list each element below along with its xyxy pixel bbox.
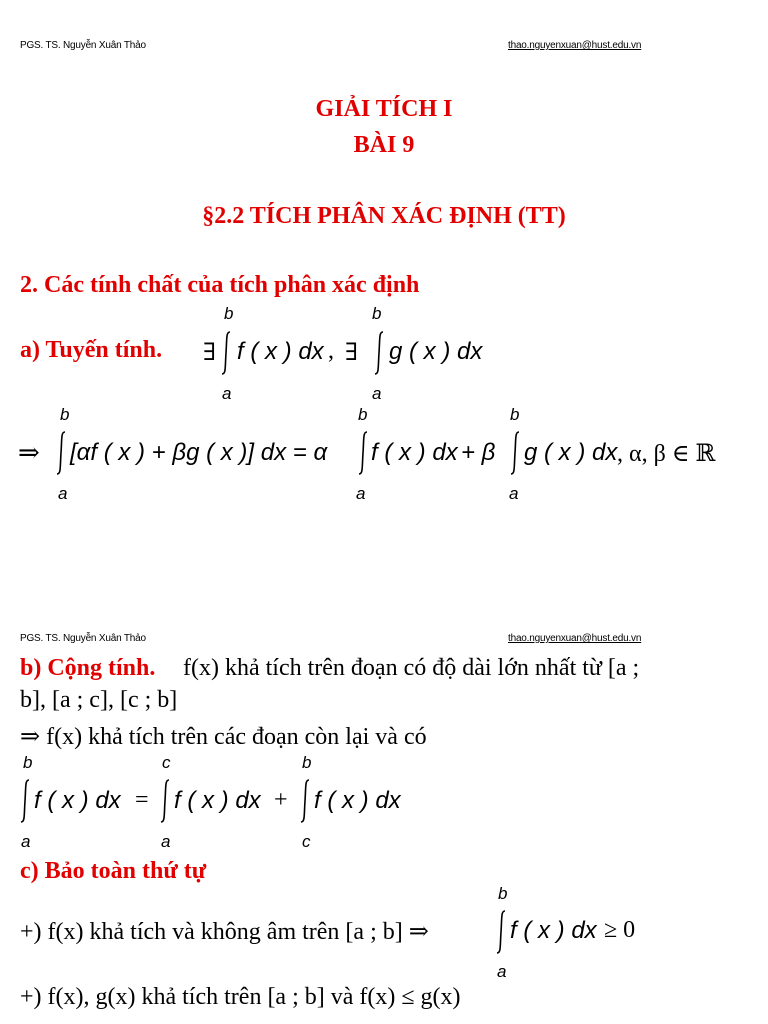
lower-limit-a: a: [21, 832, 31, 851]
lower-limit-a: a: [497, 962, 507, 981]
lower-limit-a: a: [509, 484, 519, 503]
integral-sign-6: [18, 778, 32, 824]
linearity-label: a) Tuyến tính.: [20, 337, 163, 363]
integral-sign-5: [508, 430, 522, 476]
order-item-2: +) f(x), g(x) khả tích trên [a ; b] và f(x) ≤ g(x): [20, 984, 461, 1010]
upper-limit-b: b: [60, 405, 70, 424]
upper-limit-b: b: [358, 405, 368, 424]
implies-arrow: ⇒: [18, 438, 40, 467]
upper-limit-b: b: [372, 304, 382, 323]
plus-sign: +: [274, 787, 288, 813]
f-integrand: f ( x ) dx: [237, 338, 324, 365]
course-title: GIẢI TÍCH I: [315, 96, 453, 122]
lower-limit-c: c: [302, 832, 311, 851]
upper-limit-c: c: [162, 753, 171, 772]
order-preservation-label: c) Bảo toàn thứ tự: [20, 858, 207, 884]
lower-limit-a: a: [372, 384, 382, 403]
upper-limit-b: b: [23, 753, 33, 772]
upper-limit-b: b: [224, 304, 234, 323]
upper-limit-b: b: [510, 405, 520, 424]
integral-sign-1: [219, 330, 233, 376]
additivity-text-3: ⇒ f(x) khả tích trên các đoạn còn lại và có: [20, 724, 427, 750]
lower-limit-a: a: [356, 484, 366, 503]
lesson-title: BÀI 9: [353, 132, 415, 158]
plus-beta: + β: [461, 439, 496, 466]
f-integrand: f ( x ) dx: [314, 787, 401, 814]
lower-limit-a: a: [222, 384, 232, 403]
upper-limit-b: b: [498, 884, 508, 903]
upper-limit-b: b: [302, 753, 312, 772]
exists-symbol-1: ∃: [203, 340, 217, 366]
comma: ,: [328, 338, 334, 364]
section-title: §2.2 TÍCH PHÂN XÁC ĐỊNH (TT): [202, 203, 566, 229]
email-link[interactable]: thao.nguyenxuan@hust.edu.vn: [508, 633, 642, 644]
integral-sign-4: [356, 430, 370, 476]
additivity-text-1: f(x) khả tích trên đoạn có độ dài lớn nhất từ [a ;: [183, 655, 640, 681]
g-integrand: g ( x ) dx: [389, 338, 483, 365]
exists-symbol-2: ∃: [345, 340, 359, 366]
equals-sign: =: [135, 787, 149, 813]
lower-limit-a: a: [161, 832, 171, 851]
email-link[interactable]: thao.nguyenxuan@hust.edu.vn: [508, 40, 642, 51]
f-integrand: f ( x ) dx: [371, 439, 458, 466]
integral-sign-2: [372, 330, 386, 376]
properties-heading: 2. Các tính chất của tích phân xác định: [20, 272, 420, 298]
author-header: PGS. TS. Nguyễn Xuân Thảo: [20, 40, 146, 51]
geq-zero: ≥ 0: [604, 917, 636, 943]
additivity-text-2: b], [a ; c], [c ; b]: [20, 687, 178, 713]
f-integrand: f ( x ) dx: [510, 917, 597, 944]
g-integrand: g ( x ) dx: [524, 439, 618, 466]
linear-combination-integrand: [αf ( x ) + βg ( x )] dx = α: [70, 439, 328, 466]
alpha-beta-real: , α, β ∈ ℝ: [617, 441, 716, 467]
f-integrand: f ( x ) dx: [34, 787, 121, 814]
integral-sign-3: [54, 430, 68, 476]
additivity-label: b) Cộng tính.: [20, 655, 156, 681]
integral-sign-7: [158, 778, 172, 824]
order-item-1: +) f(x) khả tích và không âm trên [a ; b] ⇒: [20, 919, 429, 945]
f-integrand: f ( x ) dx: [174, 787, 261, 814]
lower-limit-a: a: [58, 484, 68, 503]
integral-sign-9: [494, 909, 508, 955]
integral-sign-8: [298, 778, 312, 824]
author-header: PGS. TS. Nguyễn Xuân Thảo: [20, 633, 146, 644]
